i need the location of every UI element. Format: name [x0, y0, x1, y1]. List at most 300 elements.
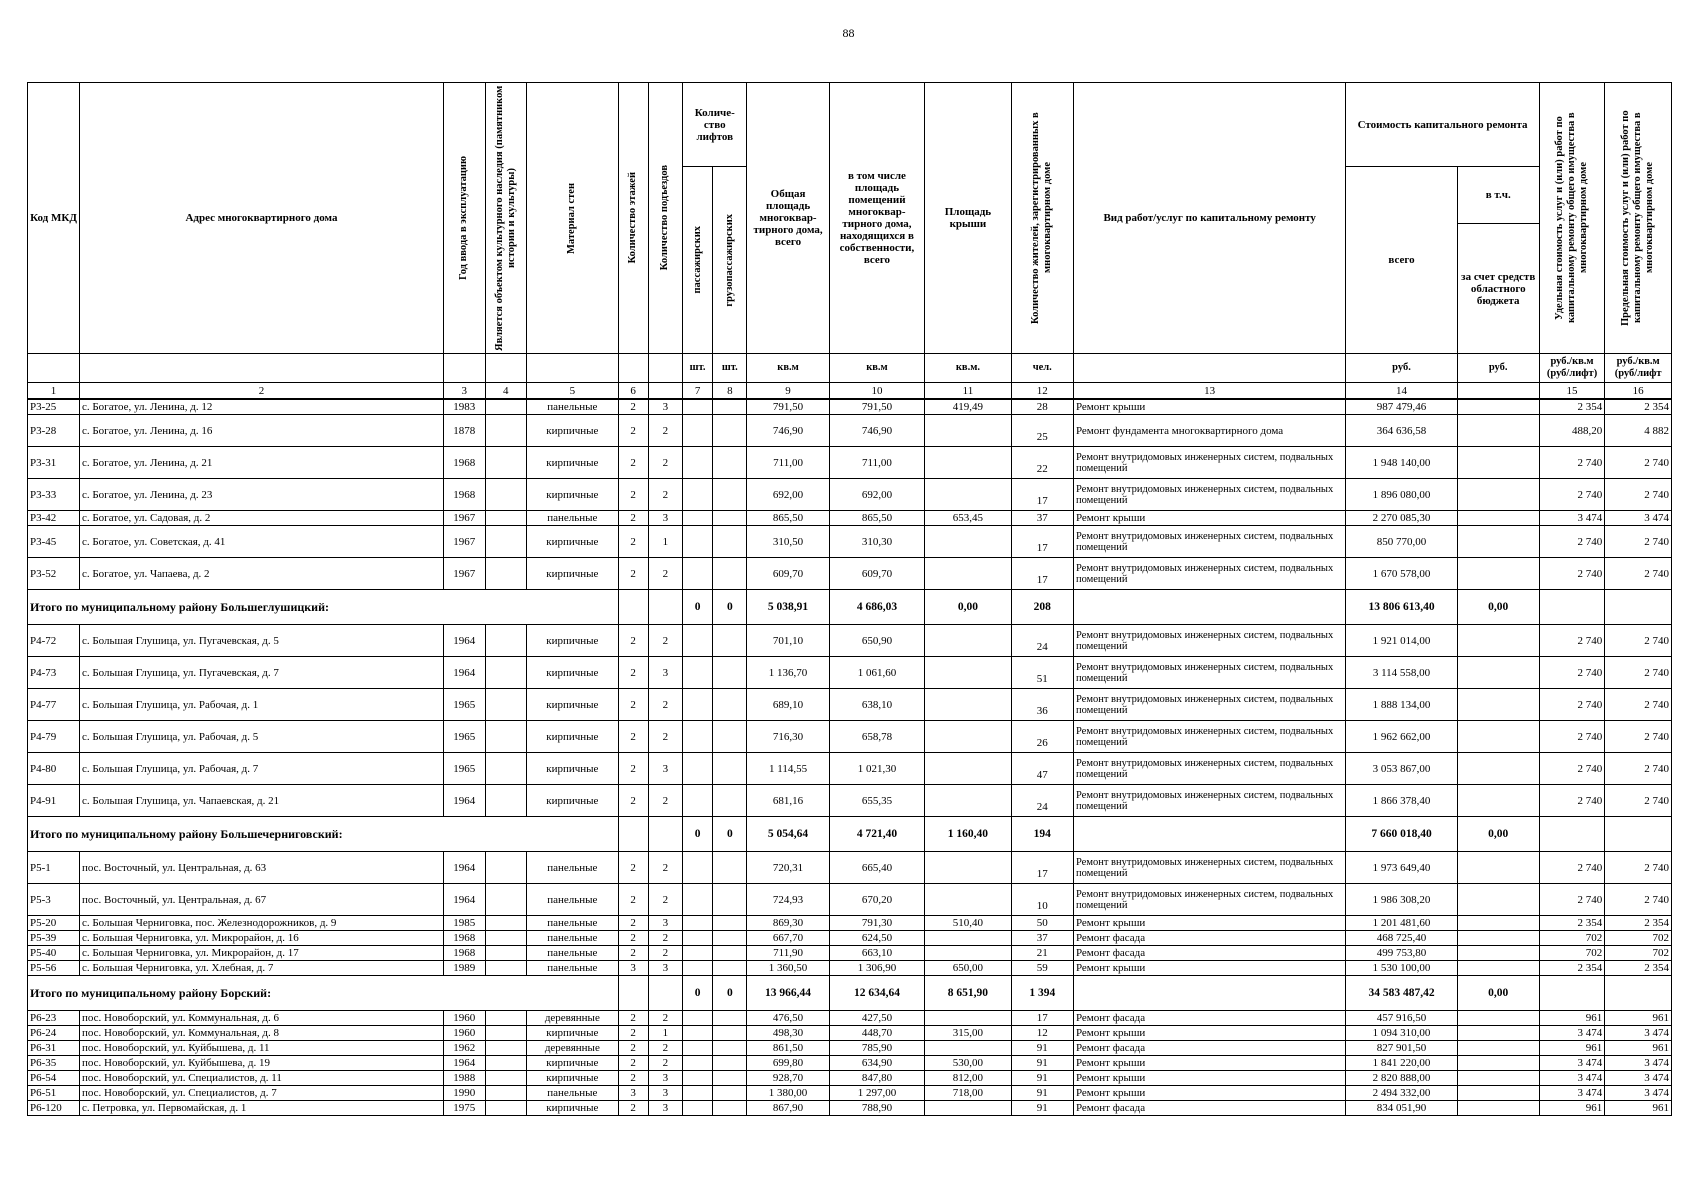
lifts-cargo — [713, 1101, 747, 1116]
address: пос. Новоборский, ул. Специалистов, д. 7 — [79, 1086, 443, 1101]
mkd-code: Р3-25 — [28, 399, 80, 415]
cost-total: 499 753,80 — [1346, 946, 1457, 961]
district-total-row — [28, 976, 1672, 1011]
heritage — [485, 721, 527, 753]
max-cost: 961 — [1605, 1011, 1672, 1026]
table-row — [28, 1041, 1672, 1056]
work-type: Ремонт внутридомовых инженерных систем, подвальных помещений — [1073, 625, 1345, 657]
unit-cost: 702 — [1539, 946, 1605, 961]
total-area: 1 360,50 — [747, 961, 829, 976]
mkd-code: Р5-20 — [28, 916, 80, 931]
unit-cost: 2 740 — [1539, 753, 1605, 785]
district-total-label: Итого по муниципальному району Борский: — [28, 976, 619, 1011]
residents: 59 — [1011, 961, 1073, 976]
unit-cost: 2 354 — [1539, 399, 1605, 415]
header-residents: Количество жителей, зарегистрированных в многоквартирном доме — [1011, 83, 1073, 354]
work-type: Ремонт фасада — [1073, 1101, 1345, 1116]
wall-material: кирпичные — [527, 753, 619, 785]
wall-material: кирпичные — [527, 526, 619, 558]
own-area: 785,90 — [829, 1041, 925, 1056]
cost-budget — [1457, 526, 1539, 558]
address: пос. Новоборский, ул. Коммунальная, д. 6 — [79, 1011, 443, 1026]
column-number — [1457, 383, 1539, 400]
column-number: 12 — [1011, 383, 1073, 400]
cost-budget — [1457, 1101, 1539, 1116]
column-number: 6 — [618, 383, 648, 400]
floors: 2 — [618, 931, 648, 946]
max-cost: 702 — [1605, 931, 1672, 946]
mkd-code: Р6-51 — [28, 1086, 80, 1101]
own-area: 692,00 — [829, 479, 925, 511]
lifts-pass — [683, 785, 713, 817]
lifts-pass — [683, 931, 713, 946]
table-row — [28, 526, 1672, 558]
mkd-code: Р5-56 — [28, 961, 80, 976]
unit-cost: 961 — [1539, 1041, 1605, 1056]
cost-budget — [1457, 511, 1539, 526]
wall-material: кирпичные — [527, 415, 619, 447]
floors: 2 — [618, 753, 648, 785]
residents-text: 22 — [1036, 462, 1048, 475]
lifts-cargo — [713, 931, 747, 946]
unit-cost-total: руб. — [1346, 354, 1457, 383]
empty-cell — [1539, 590, 1605, 625]
lifts-pass — [683, 753, 713, 785]
total-area: 861,50 — [747, 1041, 829, 1056]
empty-cell — [1539, 817, 1605, 852]
total-area: 746,90 — [747, 415, 829, 447]
max-cost: 2 740 — [1605, 753, 1672, 785]
unit-cost: 2 740 — [1539, 479, 1605, 511]
residents-text: 47 — [1036, 768, 1048, 781]
lifts-pass — [683, 1086, 713, 1101]
own-area: 865,50 — [829, 511, 925, 526]
wall-material: кирпичные — [527, 689, 619, 721]
floors: 2 — [618, 721, 648, 753]
work-type: Ремонт внутридомовых инженерных систем, подвальных помещений — [1073, 852, 1345, 884]
floors: 3 — [618, 1086, 648, 1101]
cost-total: 3 053 867,00 — [1346, 753, 1457, 785]
unit-cost: 2 740 — [1539, 625, 1605, 657]
district-total-row — [28, 590, 1672, 625]
total-area: 681,16 — [747, 785, 829, 817]
max-cost: 2 740 — [1605, 721, 1672, 753]
work-type: Ремонт фасада — [1073, 1011, 1345, 1026]
mkd-code: Р6-23 — [28, 1011, 80, 1026]
lifts-cargo — [713, 1041, 747, 1056]
work-type: Ремонт внутридомовых инженерных систем, подвальных помещений — [1073, 884, 1345, 916]
unit-cost: 488,20 — [1539, 415, 1605, 447]
roof-area: 653,45 — [925, 511, 1011, 526]
table-row — [28, 1071, 1672, 1086]
heritage — [485, 1026, 527, 1041]
unit-lifts-cargo: шт. — [713, 354, 747, 383]
mkd-code: Р6-120 — [28, 1101, 80, 1116]
lifts-cargo — [713, 657, 747, 689]
wall-material: панельные — [527, 399, 619, 415]
header-entrances: Количество подъездов — [648, 83, 682, 354]
address: с. Большая Глушица, ул. Рабочая, д. 1 — [79, 689, 443, 721]
heritage — [485, 753, 527, 785]
residents: 21 — [1011, 946, 1073, 961]
residents — [1011, 415, 1073, 447]
wall-material: панельные — [527, 916, 619, 931]
max-cost: 3 474 — [1605, 1056, 1672, 1071]
entrances: 3 — [648, 1101, 682, 1116]
mkd-code: Р4-72 — [28, 625, 80, 657]
total-budget: 0,00 — [1457, 590, 1539, 625]
total-area: 928,70 — [747, 1071, 829, 1086]
cost-budget — [1457, 657, 1539, 689]
entrances: 1 — [648, 1026, 682, 1041]
own-area: 1 021,30 — [829, 753, 925, 785]
total-residents: 1 394 — [1011, 976, 1073, 1011]
lifts-pass — [683, 884, 713, 916]
own-area: 1 306,90 — [829, 961, 925, 976]
year: 1968 — [443, 931, 485, 946]
residents — [1011, 689, 1073, 721]
unit-cost: 961 — [1539, 1011, 1605, 1026]
max-cost: 3 474 — [1605, 1071, 1672, 1086]
cost-budget — [1457, 558, 1539, 590]
mkd-code: Р4-91 — [28, 785, 80, 817]
table-row — [28, 479, 1672, 511]
empty-cell — [618, 590, 648, 625]
own-area: 310,30 — [829, 526, 925, 558]
year: 1964 — [443, 1056, 485, 1071]
lifts-cargo — [713, 946, 747, 961]
residents — [1011, 785, 1073, 817]
residents: 50 — [1011, 916, 1073, 931]
page-number: 88 — [842, 26, 855, 40]
empty-cell — [1605, 817, 1672, 852]
table-row — [28, 753, 1672, 785]
work-type: Ремонт внутридомовых инженерных систем, подвальных помещений — [1073, 447, 1345, 479]
unit-cost: 2 740 — [1539, 852, 1605, 884]
wall-material: кирпичные — [527, 1056, 619, 1071]
total-area: 716,30 — [747, 721, 829, 753]
residents — [1011, 625, 1073, 657]
work-type: Ремонт фундамента многоквартирного дома — [1073, 415, 1345, 447]
floors: 2 — [618, 1026, 648, 1041]
empty-cell — [1605, 976, 1672, 1011]
year: 1960 — [443, 1011, 485, 1026]
cost-budget — [1457, 931, 1539, 946]
floors: 2 — [618, 1056, 648, 1071]
unit-cost: 2 740 — [1539, 884, 1605, 916]
work-type: Ремонт крыши — [1073, 1026, 1345, 1041]
unit-cost-budget: руб. — [1457, 354, 1539, 383]
cost-budget — [1457, 721, 1539, 753]
max-cost: 961 — [1605, 1101, 1672, 1116]
max-cost: 2 740 — [1605, 785, 1672, 817]
total-lifts-cargo: 0 — [713, 590, 747, 625]
lifts-pass — [683, 526, 713, 558]
header-floors: Количество этажей — [618, 83, 648, 354]
heritage — [485, 1086, 527, 1101]
own-area: 448,70 — [829, 1026, 925, 1041]
cost-total: 3 114 558,00 — [1346, 657, 1457, 689]
roof-area — [925, 884, 1011, 916]
cost-total: 1 921 014,00 — [1346, 625, 1457, 657]
address: пос. Восточный, ул. Центральная, д. 63 — [79, 852, 443, 884]
header-address: Адрес многоквартирного дома — [79, 83, 443, 354]
own-area: 847,80 — [829, 1071, 925, 1086]
header-lifts-pass: пассажирских — [683, 167, 713, 354]
total-cost: 34 583 487,42 — [1346, 976, 1457, 1011]
roof-area: 812,00 — [925, 1071, 1011, 1086]
mkd-code: Р4-73 — [28, 657, 80, 689]
heritage — [485, 1041, 527, 1056]
table-row — [28, 916, 1672, 931]
lifts-pass — [683, 511, 713, 526]
lifts-pass — [683, 689, 713, 721]
own-area: 638,10 — [829, 689, 925, 721]
units-row — [28, 354, 1672, 383]
entrances: 2 — [648, 558, 682, 590]
own-area: 746,90 — [829, 415, 925, 447]
wall-material: панельные — [527, 931, 619, 946]
floors: 2 — [618, 689, 648, 721]
entrances: 3 — [648, 753, 682, 785]
max-cost: 2 354 — [1605, 961, 1672, 976]
heritage — [485, 399, 527, 415]
total-own-area: 4 686,03 — [829, 590, 925, 625]
heritage — [485, 415, 527, 447]
residents: 91 — [1011, 1086, 1073, 1101]
work-type: Ремонт внутридомовых инженерных систем, подвальных помещений — [1073, 721, 1345, 753]
own-area: 1 061,60 — [829, 657, 925, 689]
empty-cell — [1073, 590, 1345, 625]
total-lifts-pass: 0 — [683, 976, 713, 1011]
mkd-code: Р4-79 — [28, 721, 80, 753]
cost-total: 1 896 080,00 — [1346, 479, 1457, 511]
floors: 2 — [618, 526, 648, 558]
work-type: Ремонт фасада — [1073, 1041, 1345, 1056]
table-row — [28, 558, 1672, 590]
work-type: Ремонт внутридомовых инженерных систем, подвальных помещений — [1073, 479, 1345, 511]
total-budget: 0,00 — [1457, 976, 1539, 1011]
column-number: 11 — [925, 383, 1011, 400]
work-type: Ремонт внутридомовых инженерных систем, подвальных помещений — [1073, 526, 1345, 558]
total-roof-area: 0,00 — [925, 590, 1011, 625]
year: 1964 — [443, 657, 485, 689]
lifts-cargo — [713, 753, 747, 785]
unit-cost: 3 474 — [1539, 1086, 1605, 1101]
lifts-cargo — [713, 526, 747, 558]
wall-material: кирпичные — [527, 1101, 619, 1116]
entrances: 1 — [648, 526, 682, 558]
cost-total: 2 494 332,00 — [1346, 1086, 1457, 1101]
mkd-code: Р6-31 — [28, 1041, 80, 1056]
column-number: 3 — [443, 383, 485, 400]
wall-material: деревянные — [527, 1011, 619, 1026]
cost-total: 457 916,50 — [1346, 1011, 1457, 1026]
total-own-area: 4 721,40 — [829, 817, 925, 852]
header-unit-cost: Удельная стоимость услуг и (или) работ по капитальному ремонту общего имущества в многоквартирном доме — [1539, 83, 1605, 354]
residents — [1011, 479, 1073, 511]
own-area: 624,50 — [829, 931, 925, 946]
max-cost: 3 474 — [1605, 511, 1672, 526]
entrances: 2 — [648, 447, 682, 479]
table-row — [28, 785, 1672, 817]
heritage — [485, 1101, 527, 1116]
residents: 37 — [1011, 931, 1073, 946]
work-type: Ремонт крыши — [1073, 1056, 1345, 1071]
mkd-code: Р5-40 — [28, 946, 80, 961]
mkd-code: Р5-3 — [28, 884, 80, 916]
roof-area — [925, 753, 1011, 785]
max-cost: 961 — [1605, 1041, 1672, 1056]
lifts-pass — [683, 916, 713, 931]
table-row — [28, 511, 1672, 526]
max-cost: 3 474 — [1605, 1026, 1672, 1041]
residents-text: 17 — [1036, 541, 1048, 554]
mkd-code: Р6-24 — [28, 1026, 80, 1041]
roof-area — [925, 1011, 1011, 1026]
lifts-cargo — [713, 399, 747, 415]
address: пос. Восточный, ул. Центральная, д. 67 — [79, 884, 443, 916]
max-cost: 702 — [1605, 946, 1672, 961]
total-area: 5 038,91 — [747, 590, 829, 625]
year: 1983 — [443, 399, 485, 415]
own-area: 658,78 — [829, 721, 925, 753]
mkd-code: Р4-77 — [28, 689, 80, 721]
heritage — [485, 1056, 527, 1071]
cost-total: 1 841 220,00 — [1346, 1056, 1457, 1071]
lifts-pass — [683, 1041, 713, 1056]
work-type: Ремонт крыши — [1073, 511, 1345, 526]
cost-budget — [1457, 625, 1539, 657]
cost-budget — [1457, 916, 1539, 931]
address: с. Богатое, ул. Ленина, д. 16 — [79, 415, 443, 447]
unit-cost: 2 740 — [1539, 558, 1605, 590]
cost-total: 834 051,90 — [1346, 1101, 1457, 1116]
total-area: 701,10 — [747, 625, 829, 657]
own-area: 670,20 — [829, 884, 925, 916]
empty-cell — [648, 817, 682, 852]
residents — [1011, 447, 1073, 479]
heritage — [485, 657, 527, 689]
wall-material: панельные — [527, 884, 619, 916]
max-cost: 2 740 — [1605, 625, 1672, 657]
unit-roof-area: кв.м. — [925, 354, 1011, 383]
cost-total: 1 094 310,00 — [1346, 1026, 1457, 1041]
wall-material: кирпичные — [527, 479, 619, 511]
lifts-pass — [683, 1026, 713, 1041]
own-area: 650,90 — [829, 625, 925, 657]
cost-total: 1 888 134,00 — [1346, 689, 1457, 721]
work-type: Ремонт крыши — [1073, 961, 1345, 976]
year: 1967 — [443, 526, 485, 558]
district-total-label: Итого по муниципальному району Большечерниговский: — [28, 817, 619, 852]
max-cost: 2 740 — [1605, 657, 1672, 689]
cost-budget — [1457, 1071, 1539, 1086]
lifts-cargo — [713, 558, 747, 590]
work-type: Ремонт внутридомовых инженерных систем, подвальных помещений — [1073, 657, 1345, 689]
roof-area — [925, 852, 1011, 884]
floors: 3 — [618, 961, 648, 976]
residents — [1011, 852, 1073, 884]
header-cost-total: всего — [1346, 167, 1457, 354]
heritage — [485, 689, 527, 721]
mkd-code: Р6-35 — [28, 1056, 80, 1071]
cost-total: 1 948 140,00 — [1346, 447, 1457, 479]
total-area: 1 380,00 — [747, 1086, 829, 1101]
max-cost: 2 740 — [1605, 884, 1672, 916]
cost-budget — [1457, 1026, 1539, 1041]
residents-text: 24 — [1036, 800, 1048, 813]
entrances: 2 — [648, 785, 682, 817]
work-type: Ремонт фасада — [1073, 931, 1345, 946]
unit-own-area: кв.м — [829, 354, 925, 383]
mkd-code: Р6-54 — [28, 1071, 80, 1086]
address: с. Богатое, ул. Ленина, д. 12 — [79, 399, 443, 415]
table-row — [28, 931, 1672, 946]
wall-material: панельные — [527, 852, 619, 884]
residents-text: 17 — [1036, 573, 1048, 586]
work-type: Ремонт внутридомовых инженерных систем, подвальных помещений — [1073, 785, 1345, 817]
table-row — [28, 1026, 1672, 1041]
address: с. Большая Черниговка, ул. Микрорайон, д. 16 — [79, 931, 443, 946]
table-row — [28, 1101, 1672, 1116]
own-area: 655,35 — [829, 785, 925, 817]
lifts-pass — [683, 1056, 713, 1071]
header-own-area: в том числе площадь помещений многоквар- тирного дома, находящихся в собственности, всего — [829, 83, 925, 354]
lifts-pass — [683, 961, 713, 976]
lifts-pass — [683, 399, 713, 415]
cost-budget — [1457, 479, 1539, 511]
lifts-pass — [683, 415, 713, 447]
entrances: 3 — [648, 916, 682, 931]
table-row — [28, 447, 1672, 479]
address: пос. Новоборский, ул. Куйбышева, д. 11 — [79, 1041, 443, 1056]
column-number: 16 — [1605, 383, 1672, 400]
table-row — [28, 399, 1672, 415]
floors: 2 — [618, 1011, 648, 1026]
wall-material: кирпичные — [527, 1026, 619, 1041]
floors: 2 — [618, 785, 648, 817]
own-area: 711,00 — [829, 447, 925, 479]
column-number: 4 — [485, 383, 527, 400]
cost-total: 468 725,40 — [1346, 931, 1457, 946]
lifts-cargo — [713, 511, 747, 526]
table-row — [28, 721, 1672, 753]
wall-material: деревянные — [527, 1041, 619, 1056]
header-wall: Материал стен — [527, 83, 619, 354]
wall-material: кирпичные — [527, 447, 619, 479]
work-type: Ремонт внутридомовых инженерных систем, подвальных помещений — [1073, 753, 1345, 785]
total-roof-area: 8 651,90 — [925, 976, 1011, 1011]
total-area: 1 136,70 — [747, 657, 829, 689]
residents: 91 — [1011, 1041, 1073, 1056]
repair-program-table — [27, 82, 1672, 1116]
wall-material: панельные — [527, 961, 619, 976]
roof-area: 315,00 — [925, 1026, 1011, 1041]
max-cost: 2 740 — [1605, 447, 1672, 479]
wall-material: кирпичные — [527, 1071, 619, 1086]
total-area: 867,90 — [747, 1101, 829, 1116]
unit-cost: 961 — [1539, 1101, 1605, 1116]
total-cost: 13 806 613,40 — [1346, 590, 1457, 625]
unit-max-cost: руб./кв.м (руб/лифт — [1605, 354, 1672, 383]
unit-cost: 3 474 — [1539, 1056, 1605, 1071]
total-cost: 7 660 018,40 — [1346, 817, 1457, 852]
cost-total: 364 636,58 — [1346, 415, 1457, 447]
wall-material: панельные — [527, 946, 619, 961]
residents: 12 — [1011, 1026, 1073, 1041]
residents-text: 24 — [1036, 640, 1048, 653]
